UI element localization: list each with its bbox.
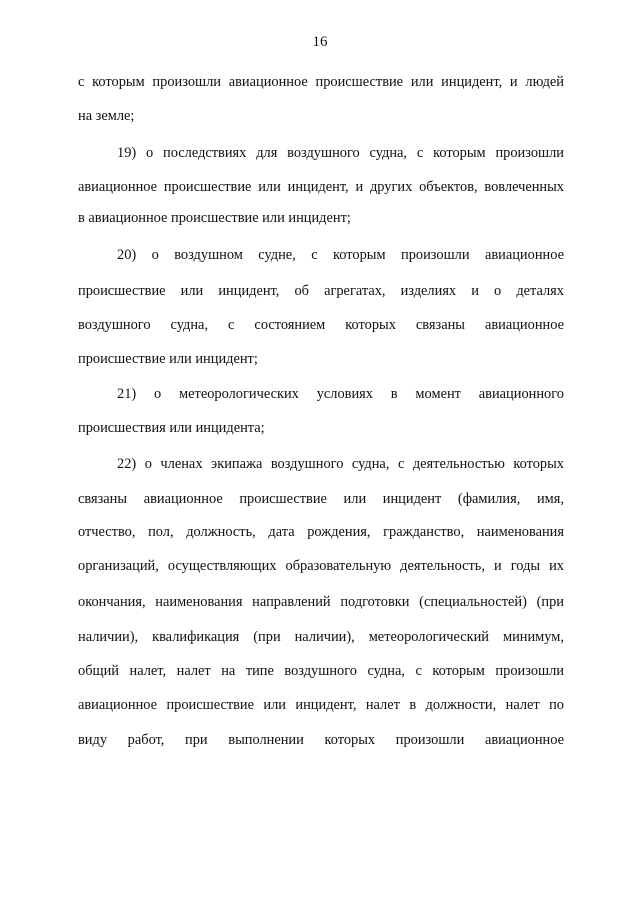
text-line: воздушного судна, с состоянием которых связаны авиационное [78, 317, 564, 333]
text-line: авиационное происшествие или инцидент, налет в должности, налет по [78, 697, 564, 713]
text-line: на земле; [78, 108, 135, 124]
page-number: 16 [312, 34, 328, 50]
text-line: окончания, наименования направлений подготовки (специальностей) (при [78, 594, 564, 610]
text-line: организаций, осуществляющих образовательную деятельность, и годы их [78, 558, 564, 574]
text-line: виду работ, при выполнении которых произошли авиационное [78, 732, 564, 748]
text-line: с которым произошли авиационное происшествие или инцидент, и людей [78, 74, 564, 90]
paragraph-item-19-first-line: 19) о последствиях для воздушного судна, с которым произошли [117, 145, 564, 161]
text-line: наличии), квалификация (при наличии), метеорологический минимум, [78, 629, 564, 645]
text-line: происшествия или инцидента; [78, 420, 265, 436]
text-line: авиационное происшествие или инцидент, и других объектов, вовлеченных [78, 179, 564, 195]
paragraph-item-21-first-line: 21) о метеорологических условиях в момент авиационного [117, 386, 564, 402]
text-line: в авиационное происшествие или инцидент; [78, 210, 351, 226]
text-line: связаны авиационное происшествие или инцидент (фамилия, имя, [78, 491, 564, 507]
text-line: происшествие или инцидент, об агрегатах, изделиях и о деталях [78, 283, 564, 299]
text-line: отчество, пол, должность, дата рождения, гражданство, наименования [78, 524, 564, 540]
text-line: происшествие или инцидент; [78, 351, 258, 367]
text-line: общий налет, налет на типе воздушного судна, с которым произошли [78, 663, 564, 679]
paragraph-item-22-first-line: 22) о членах экипажа воздушного судна, с деятельностью которых [117, 456, 564, 472]
paragraph-item-20-first-line: 20) о воздушном судне, с которым произошли авиационное [117, 247, 564, 263]
